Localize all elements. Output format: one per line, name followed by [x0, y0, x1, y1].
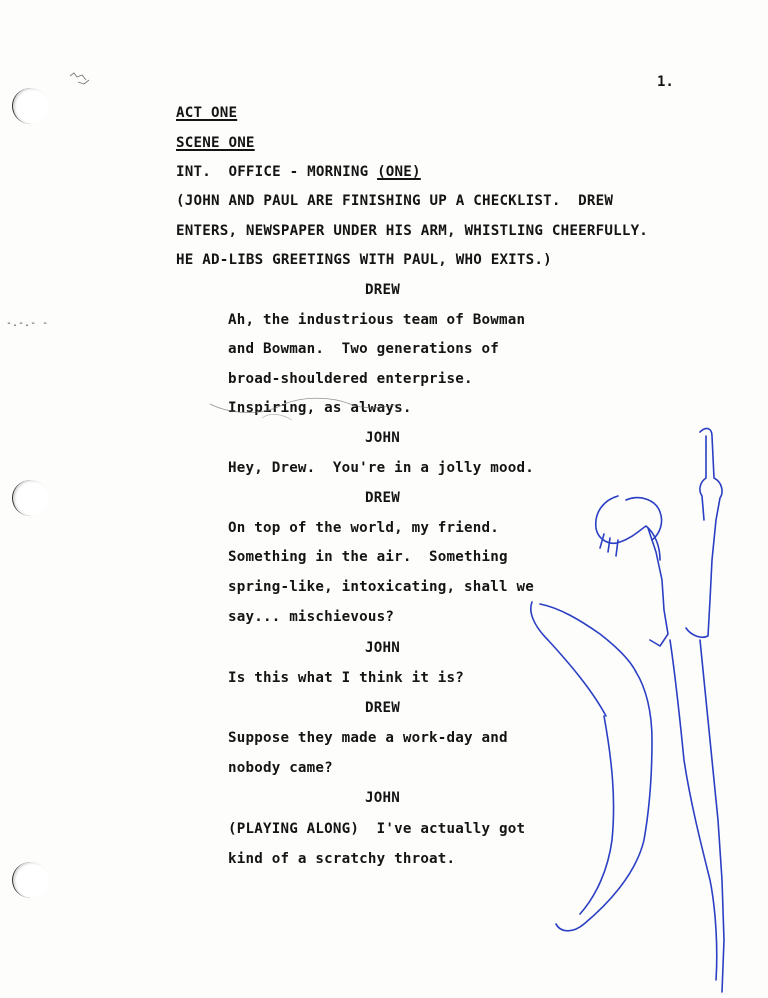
- dialogue-line: (PLAYING ALONG) I've actually got: [228, 821, 526, 837]
- margin-mark: -.-.- -: [6, 318, 49, 329]
- slug-line: [176, 163, 421, 181]
- binder-hole-middle: [12, 480, 49, 516]
- dialogue-line: Hey, Drew. You're in a jolly mood.: [228, 460, 534, 476]
- dialogue-line: Ah, the industrious team of Bowman: [228, 312, 526, 328]
- character-cue: JOHN: [365, 430, 400, 446]
- dialogue-line: spring-like, intoxicating, shall we: [228, 579, 534, 595]
- slug-location: INT. OFFICE - MORNING: [176, 164, 378, 180]
- dialogue-line: Suppose they made a work-day and: [228, 730, 508, 746]
- act-heading: ACT ONE: [176, 105, 238, 121]
- binder-hole-top: [12, 88, 49, 124]
- action-line: HE AD-LIBS GREETINGS WITH PAUL, WHO EXITS.): [176, 252, 552, 268]
- character-cue: JOHN: [365, 790, 400, 806]
- action-line: ENTERS, NEWSPAPER UNDER HIS ARM, WHISTLING CHEERFULLY.: [176, 223, 649, 239]
- character-cue: DREW: [365, 490, 400, 506]
- character-cue: DREW: [365, 282, 400, 298]
- character-cue: JOHN: [365, 640, 400, 656]
- dialogue-line: On top of the world, my friend.: [228, 520, 499, 536]
- dialogue-line: say... mischievous?: [228, 609, 395, 625]
- page-number: 1.: [657, 74, 674, 90]
- dialogue-line: nobody came?: [228, 760, 333, 776]
- dialogue-line: kind of a scratchy throat.: [228, 851, 456, 867]
- scene-heading: SCENE ONE: [176, 135, 255, 151]
- character-cue: DREW: [365, 700, 400, 716]
- dialogue-line: Inspiring, as always.: [228, 400, 412, 416]
- dialogue-line: Is this what I think it is?: [228, 670, 465, 686]
- dialogue-line: and Bowman. Two generations of: [228, 341, 499, 357]
- dialogue-line: Something in the air. Something: [228, 549, 508, 565]
- slug-time-tag: (ONE): [377, 164, 421, 180]
- binder-hole-bottom: [12, 862, 49, 898]
- action-line: (JOHN AND PAUL ARE FINISHING UP A CHECKLIST. DREW: [176, 193, 614, 209]
- dialogue-line: broad-shouldered enterprise.: [228, 371, 473, 387]
